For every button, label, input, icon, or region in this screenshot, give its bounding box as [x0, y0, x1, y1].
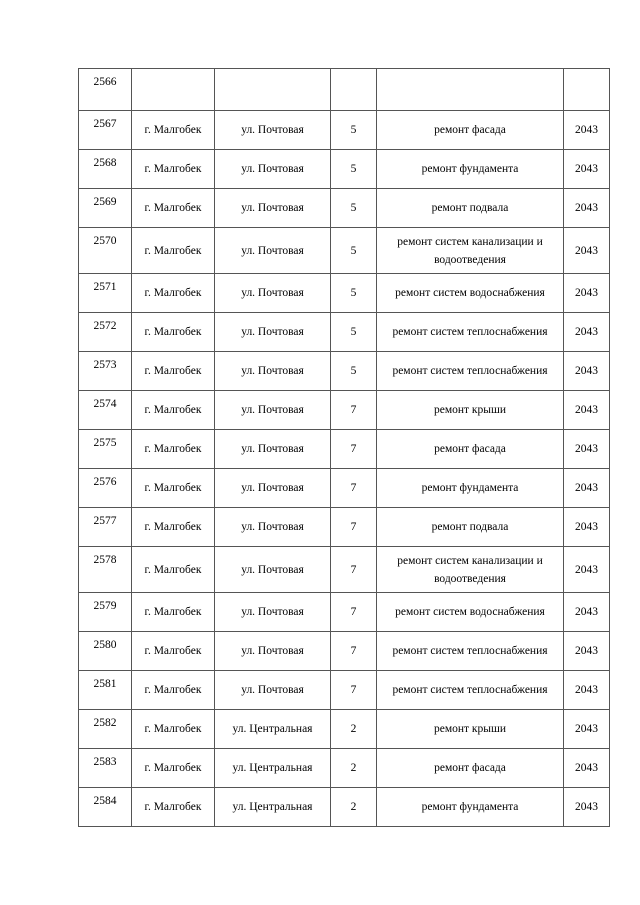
house-number-cell: 7 [331, 632, 377, 671]
table-row [79, 352, 610, 391]
table-row [79, 671, 610, 710]
row-number-cell: 2584 [79, 788, 132, 827]
street-cell: ул. Почтовая [215, 274, 331, 313]
repair-schedule-table [78, 68, 610, 827]
street-cell: ул. Почтовая [215, 391, 331, 430]
house-number-cell [331, 69, 377, 111]
house-number-cell: 5 [331, 274, 377, 313]
work-type-cell: ремонт фасада [377, 749, 564, 788]
year-cell: 2043 [564, 710, 610, 749]
city-cell: г. Малгобек [132, 710, 215, 749]
house-number-cell: 7 [331, 508, 377, 547]
table-body [79, 69, 610, 827]
work-type-cell: ремонт систем теплоснабжения [377, 632, 564, 671]
house-number-cell: 7 [331, 547, 377, 593]
row-number-cell: 2568 [79, 150, 132, 189]
work-type-cell: ремонт фундамента [377, 788, 564, 827]
table-row [79, 111, 610, 150]
table-row [79, 228, 610, 274]
year-cell: 2043 [564, 274, 610, 313]
year-cell: 2043 [564, 508, 610, 547]
work-type-cell: ремонт систем водоснабжения [377, 593, 564, 632]
city-cell: г. Малгобек [132, 150, 215, 189]
table-row [79, 430, 610, 469]
street-cell: ул. Почтовая [215, 150, 331, 189]
street-cell [215, 69, 331, 111]
year-cell: 2043 [564, 352, 610, 391]
street-cell: ул. Почтовая [215, 111, 331, 150]
row-number-cell: 2583 [79, 749, 132, 788]
house-number-cell: 2 [331, 710, 377, 749]
work-type-cell: ремонт систем канализации и водоотведения [377, 228, 564, 274]
city-cell: г. Малгобек [132, 508, 215, 547]
row-number-cell: 2580 [79, 632, 132, 671]
city-cell: г. Малгобек [132, 671, 215, 710]
street-cell: ул. Почтовая [215, 313, 331, 352]
work-type-cell: ремонт систем теплоснабжения [377, 352, 564, 391]
house-number-cell: 2 [331, 788, 377, 827]
city-cell: г. Малгобек [132, 632, 215, 671]
year-cell [564, 69, 610, 111]
house-number-cell: 5 [331, 313, 377, 352]
city-cell: г. Малгобек [132, 391, 215, 430]
table-row [79, 632, 610, 671]
house-number-cell: 7 [331, 671, 377, 710]
city-cell: г. Малгобек [132, 547, 215, 593]
table-row [79, 313, 610, 352]
street-cell: ул. Почтовая [215, 228, 331, 274]
street-cell: ул. Почтовая [215, 593, 331, 632]
table-row [79, 69, 610, 111]
row-number-cell: 2582 [79, 710, 132, 749]
city-cell: г. Малгобек [132, 430, 215, 469]
year-cell: 2043 [564, 189, 610, 228]
year-cell: 2043 [564, 632, 610, 671]
table-row [79, 593, 610, 632]
table-row [79, 788, 610, 827]
house-number-cell: 7 [331, 469, 377, 508]
house-number-cell: 7 [331, 430, 377, 469]
year-cell: 2043 [564, 391, 610, 430]
row-number-cell: 2573 [79, 352, 132, 391]
row-number-cell: 2578 [79, 547, 132, 593]
house-number-cell: 5 [331, 352, 377, 391]
house-number-cell: 5 [331, 150, 377, 189]
city-cell: г. Малгобек [132, 593, 215, 632]
street-cell: ул. Почтовая [215, 469, 331, 508]
row-number-cell: 2569 [79, 189, 132, 228]
year-cell: 2043 [564, 547, 610, 593]
work-type-cell: ремонт подвала [377, 189, 564, 228]
year-cell: 2043 [564, 111, 610, 150]
table-row [79, 391, 610, 430]
house-number-cell: 5 [331, 228, 377, 274]
row-number-cell: 2579 [79, 593, 132, 632]
table-row [79, 150, 610, 189]
row-number-cell: 2574 [79, 391, 132, 430]
row-number-cell: 2576 [79, 469, 132, 508]
table-row [79, 749, 610, 788]
row-number-cell: 2570 [79, 228, 132, 274]
city-cell: г. Малгобек [132, 274, 215, 313]
street-cell: ул. Почтовая [215, 508, 331, 547]
city-cell: г. Малгобек [132, 469, 215, 508]
city-cell: г. Малгобек [132, 352, 215, 391]
street-cell: ул. Центральная [215, 710, 331, 749]
city-cell: г. Малгобек [132, 111, 215, 150]
street-cell: ул. Почтовая [215, 632, 331, 671]
work-type-cell: ремонт фундамента [377, 469, 564, 508]
year-cell: 2043 [564, 593, 610, 632]
work-type-cell: ремонт систем канализации и водоотведения [377, 547, 564, 593]
table-row [79, 469, 610, 508]
row-number-cell: 2566 [79, 69, 132, 111]
city-cell: г. Малгобек [132, 313, 215, 352]
city-cell [132, 69, 215, 111]
house-number-cell: 5 [331, 189, 377, 228]
work-type-cell: ремонт систем теплоснабжения [377, 671, 564, 710]
street-cell: ул. Почтовая [215, 430, 331, 469]
row-number-cell: 2567 [79, 111, 132, 150]
year-cell: 2043 [564, 749, 610, 788]
year-cell: 2043 [564, 150, 610, 189]
work-type-cell: ремонт крыши [377, 391, 564, 430]
house-number-cell: 7 [331, 593, 377, 632]
row-number-cell: 2581 [79, 671, 132, 710]
work-type-cell [377, 69, 564, 111]
row-number-cell: 2572 [79, 313, 132, 352]
work-type-cell: ремонт фасада [377, 430, 564, 469]
work-type-cell: ремонт крыши [377, 710, 564, 749]
table-row [79, 547, 610, 593]
work-type-cell: ремонт систем водоснабжения [377, 274, 564, 313]
street-cell: ул. Почтовая [215, 671, 331, 710]
city-cell: г. Малгобек [132, 189, 215, 228]
work-type-cell: ремонт систем теплоснабжения [377, 313, 564, 352]
house-number-cell: 7 [331, 391, 377, 430]
house-number-cell: 2 [331, 749, 377, 788]
work-type-cell: ремонт фундамента [377, 150, 564, 189]
year-cell: 2043 [564, 671, 610, 710]
street-cell: ул. Центральная [215, 788, 331, 827]
street-cell: ул. Почтовая [215, 352, 331, 391]
year-cell: 2043 [564, 430, 610, 469]
street-cell: ул. Почтовая [215, 189, 331, 228]
table-row [79, 710, 610, 749]
year-cell: 2043 [564, 228, 610, 274]
city-cell: г. Малгобек [132, 228, 215, 274]
row-number-cell: 2577 [79, 508, 132, 547]
row-number-cell: 2575 [79, 430, 132, 469]
street-cell: ул. Почтовая [215, 547, 331, 593]
year-cell: 2043 [564, 469, 610, 508]
city-cell: г. Малгобек [132, 749, 215, 788]
year-cell: 2043 [564, 313, 610, 352]
table-row [79, 508, 610, 547]
street-cell: ул. Центральная [215, 749, 331, 788]
year-cell: 2043 [564, 788, 610, 827]
row-number-cell: 2571 [79, 274, 132, 313]
work-type-cell: ремонт фасада [377, 111, 564, 150]
city-cell: г. Малгобек [132, 788, 215, 827]
house-number-cell: 5 [331, 111, 377, 150]
table-row [79, 189, 610, 228]
table-row [79, 274, 610, 313]
work-type-cell: ремонт подвала [377, 508, 564, 547]
